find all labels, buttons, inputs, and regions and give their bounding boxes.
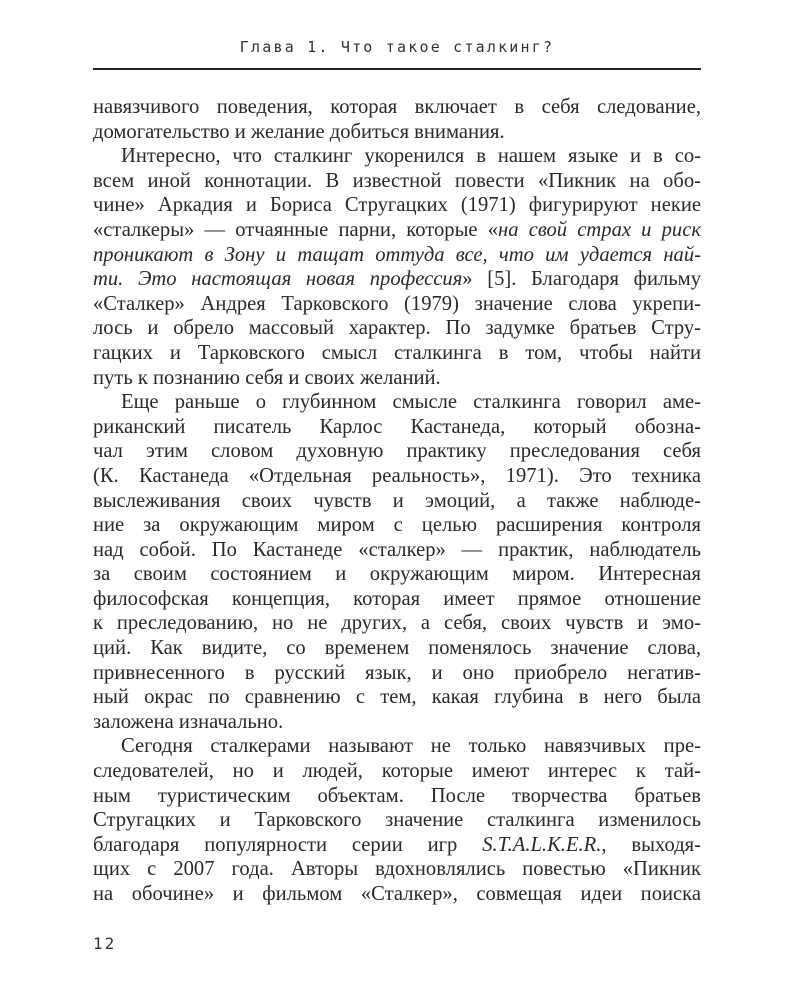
text-line: гацких и Тарковского смысл сталкинга в том, чтобы найти: [93, 341, 701, 364]
text-line: выслеживания своих чувств и эмоций, а также наблюде-: [93, 489, 701, 512]
text-line: заложена изначально.: [93, 710, 284, 733]
game-title: S.T.A.L.K.E.R.: [482, 833, 602, 856]
text-line: Стругацких и Тарковского значение сталкинга изменилось: [93, 809, 701, 832]
text-line: философская концепция, которая имеет прямое отношение: [93, 587, 701, 610]
page-number: 12: [93, 934, 117, 953]
text-line: всем иной коннотации. В известной повести «Пикник на обо-: [93, 169, 701, 192]
text-run: «сталкеры» — отчаянные парни, которые «: [93, 218, 499, 241]
text-line: «Сталкер» Андрея Тарковского (1979) значение слова укрепи-: [93, 292, 701, 315]
text-line: навязчивого поведения, которая включает в себя следование,: [93, 96, 701, 118]
text-line: Еще раньше о глубинном смысле сталкинга говорил аме-: [121, 391, 701, 414]
text-line: на обочине» и фильмом «Сталкер», совмещая идеи поиска: [93, 883, 701, 905]
text-line-mixed: [93, 267, 701, 292]
text-line-mixed: [93, 833, 701, 858]
text-line: (К. Кастанеда «Отдельная реальность», 1971). Это техника: [93, 464, 701, 487]
text-line: чал этим словом духовную практику преследования себя: [93, 440, 701, 463]
text-line: Интересно, что сталкинг укоренился в нашем языке и в со-: [121, 145, 701, 168]
text-line: путь к познанию себя и своих желаний.: [93, 366, 441, 389]
header-rule: [93, 68, 701, 70]
text-line: лось и обрело массовый характер. По задумке братьев Стру-: [93, 317, 701, 340]
text-line: ным туристическим объектам. После творчества братьев: [93, 784, 701, 807]
text-line: над собой. По Кастанеде «сталкер» — практик, наблюдатель: [93, 538, 701, 561]
italic-quote: на свой страх и риск: [498, 218, 701, 241]
running-head: Глава 1. Что такое сталкинг?: [239, 38, 555, 56]
text-line: щих с 2007 года. Авторы вдохновлялись повестью «Пикник: [93, 858, 701, 881]
body-text: [93, 95, 701, 907]
text-line: ние за окружающим миром с целью расширения контроля: [93, 514, 701, 537]
text-line: привнесенного в русский язык, и оно приобрело негатив-: [93, 661, 701, 684]
italic-quote: ти. Это настоящая новая профессия: [93, 268, 463, 291]
text-run: , выходя-: [601, 833, 702, 856]
text-line: чине» Аркадия и Бориса Стругацких (1971) фигурируют некие: [93, 194, 701, 217]
text-line: следователей, но и людей, которые имеют интерес к тай-: [93, 760, 701, 783]
text-run: благодаря популярности серии игр: [93, 833, 483, 856]
text-line-italic: [93, 243, 701, 268]
text-run: » [5]. Благодаря фильму: [462, 268, 701, 291]
text-line: ций. Как видите, со временем поменялось значение слова,: [93, 637, 701, 660]
text-line-mixed: [93, 218, 701, 243]
text-line: домогательство и желание добиться внимания.: [93, 120, 505, 143]
text-line: ный окрас по сравнению с тем, какая глубина в него была: [93, 686, 701, 709]
text-line: риканский писатель Карлос Кастанеда, который обозна-: [93, 415, 701, 438]
text-line: Сегодня сталкерами называют не только навязчивых пре-: [121, 735, 701, 758]
text-line: за своим состоянием и окружающим миром. Интересная: [93, 563, 701, 586]
text-line: к преследованию, но не других, а себя, своих чувств и эмо-: [93, 612, 701, 635]
italic-quote: проникают в Зону и тащат оттуда все, что им удается най-: [93, 243, 701, 266]
